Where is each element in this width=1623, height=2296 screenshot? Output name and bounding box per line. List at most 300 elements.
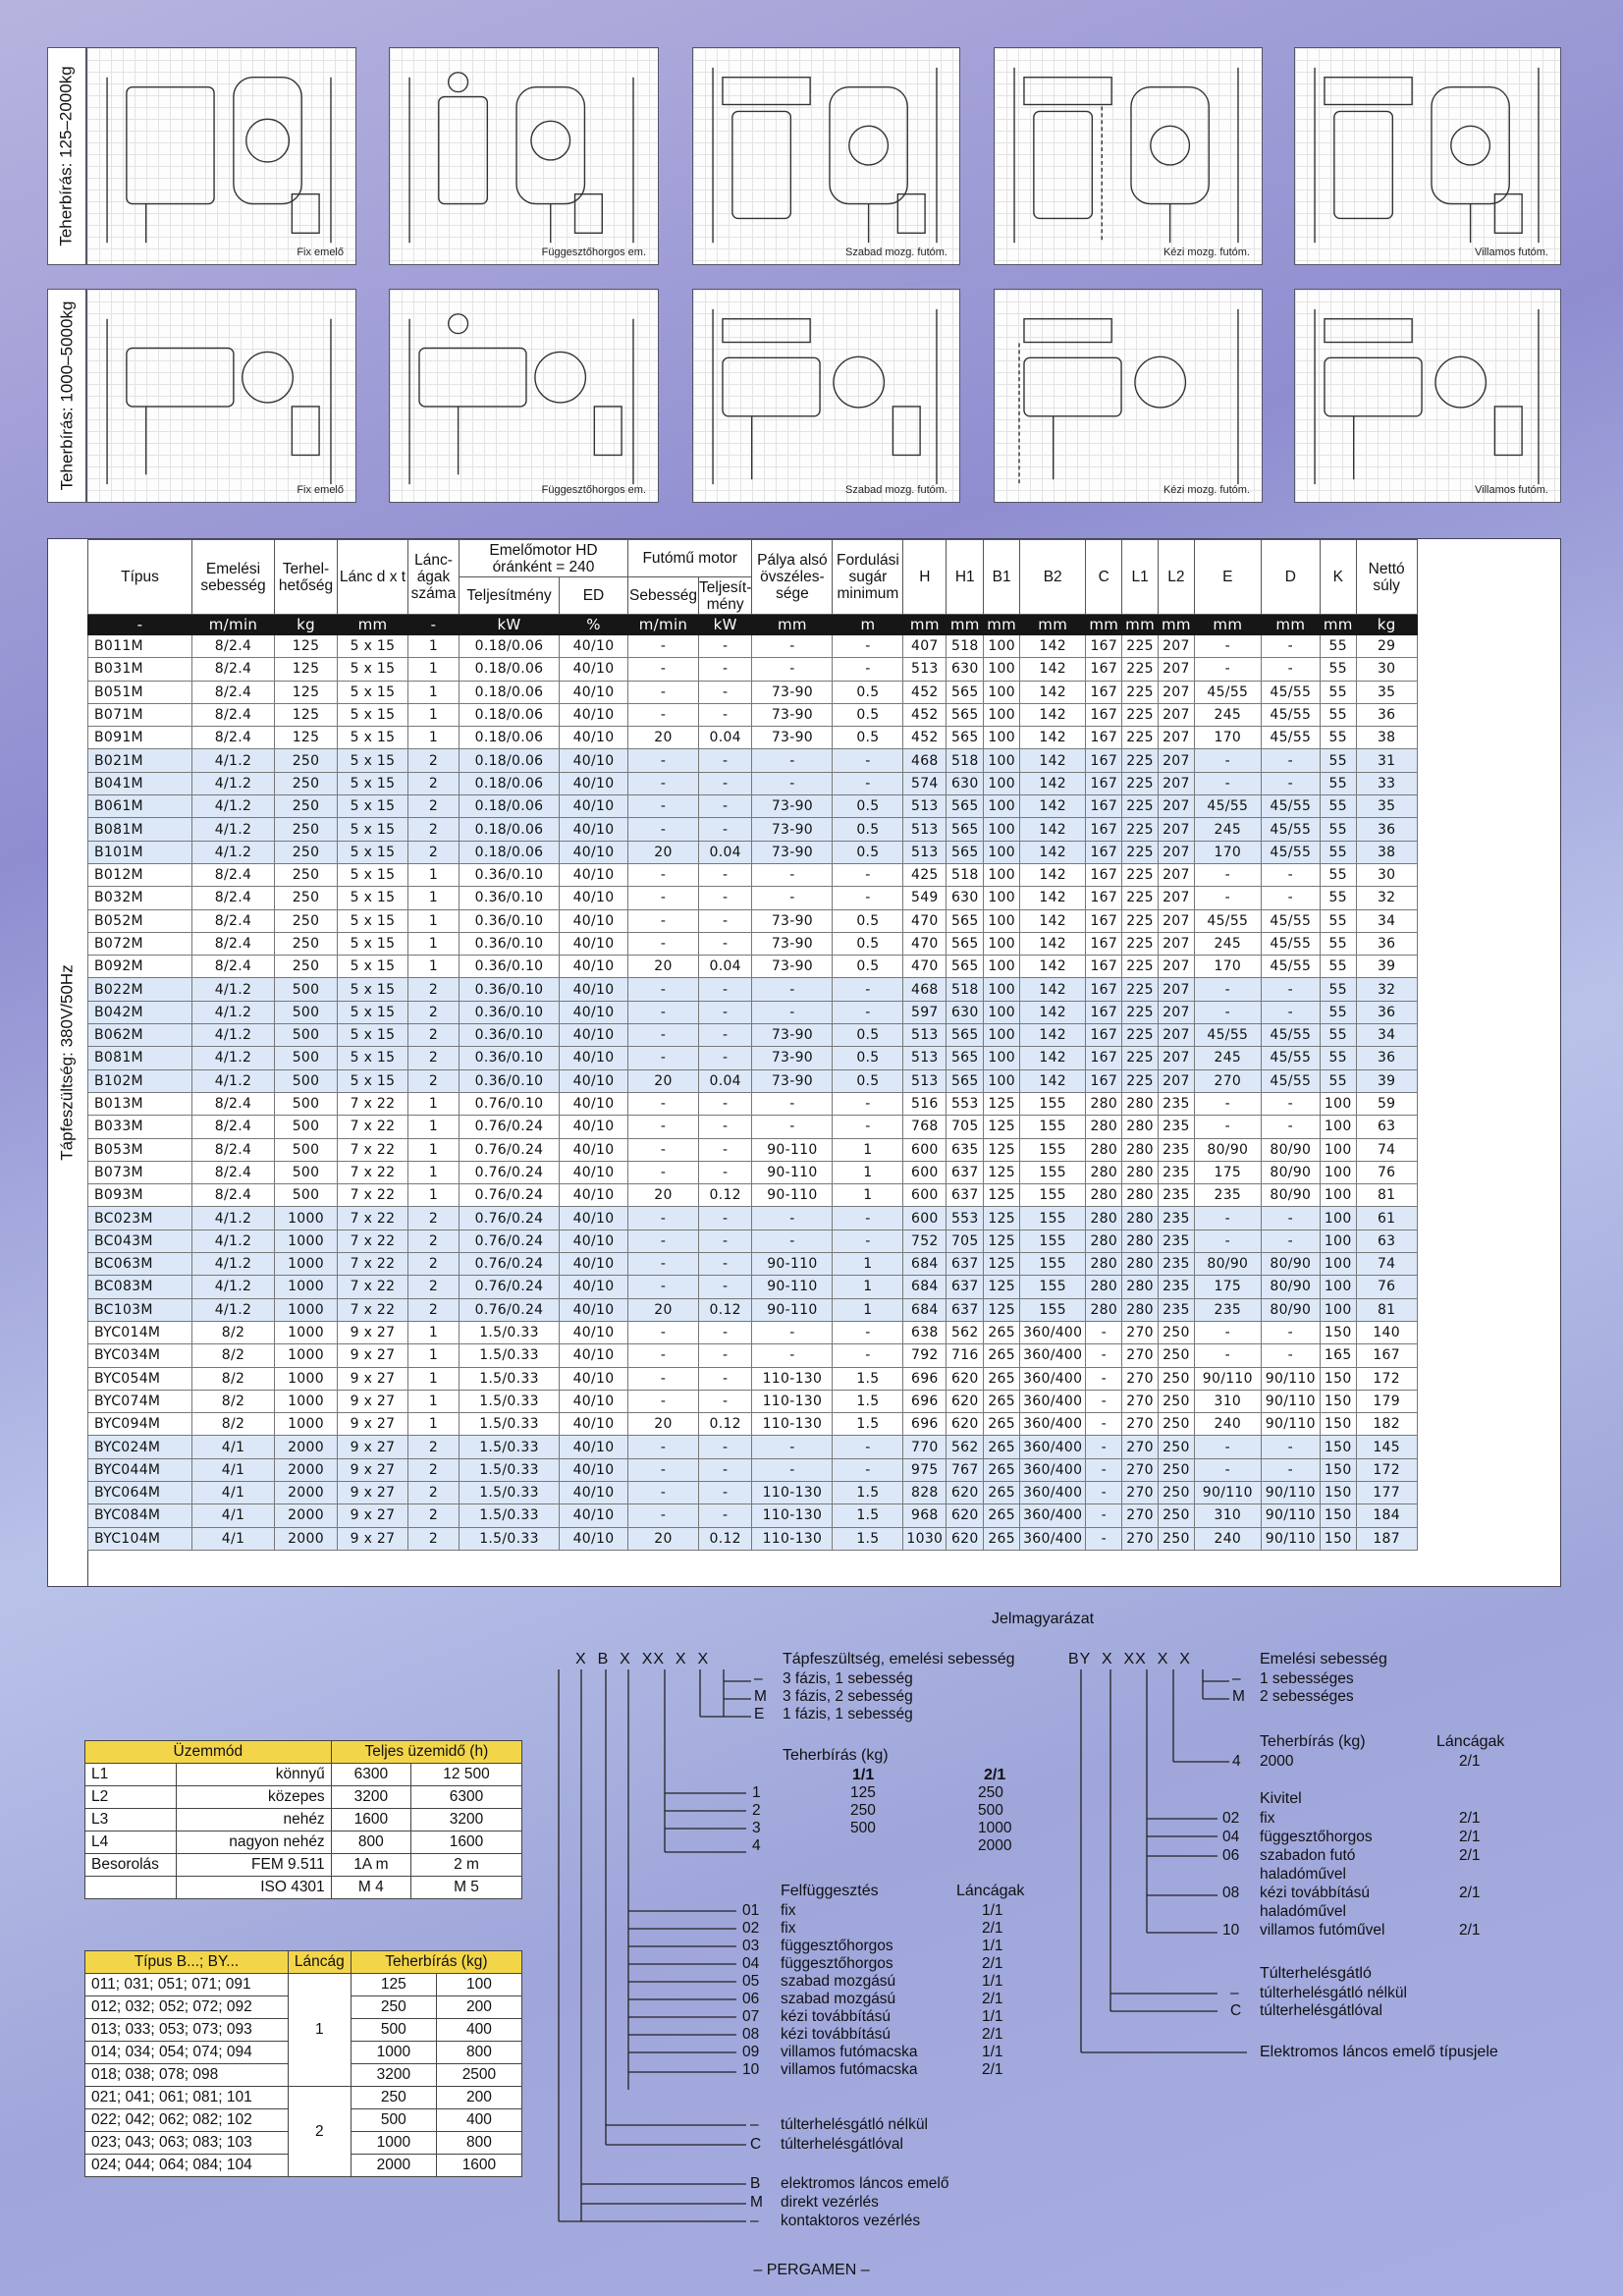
table-cell: - xyxy=(1261,772,1320,794)
drawing-r1-fix xyxy=(86,47,356,265)
table-cell: 5 x 15 xyxy=(338,749,408,772)
table-cell: 518 xyxy=(947,635,984,658)
teherbiras-col2: 2/1 xyxy=(984,1767,1006,1783)
teherbiras-v2: 500 xyxy=(978,1802,1003,1819)
table-row xyxy=(88,1344,1418,1367)
table-cell: 565 xyxy=(947,932,984,955)
table-cell: 235 xyxy=(1159,1298,1195,1321)
table-cell: - xyxy=(628,1390,699,1412)
table-cell: 55 xyxy=(1320,658,1356,681)
table-cell: 5 x 15 xyxy=(338,909,408,932)
table-cell: 170 xyxy=(1194,727,1261,749)
table-cell: 0.04 xyxy=(699,841,752,863)
table-cell: 270 xyxy=(1194,1069,1261,1092)
table-cell: 150 xyxy=(1320,1390,1356,1412)
table-cell: 637 xyxy=(947,1184,984,1207)
table-cell: - xyxy=(699,681,752,703)
table-cell: 5 x 15 xyxy=(338,1024,408,1047)
tipus-th-1: Típus B...; BY... xyxy=(85,1951,289,1974)
table-cell: - xyxy=(699,1092,752,1115)
table-cell: - xyxy=(699,1207,752,1230)
table-cell: 167 xyxy=(1086,1024,1122,1047)
teher-v1: 1000 xyxy=(351,2042,436,2064)
table-cell: 225 xyxy=(1122,1047,1159,1069)
table-cell: 55 xyxy=(1320,795,1356,818)
table-cell: - xyxy=(752,635,833,658)
table-cell: 2 xyxy=(408,1207,460,1230)
table-cell: 250 xyxy=(275,795,338,818)
table-cell: 142 xyxy=(1020,887,1086,909)
table-cell: 250 xyxy=(275,956,338,978)
table-cell: 7 x 22 xyxy=(338,1207,408,1230)
table-cell: 8/2.4 xyxy=(192,887,275,909)
table-cell: 5 x 15 xyxy=(338,841,408,863)
table-cell: 73-90 xyxy=(752,818,833,841)
table-cell: - xyxy=(1194,887,1261,909)
table-cell: 8/2.4 xyxy=(192,932,275,955)
table-cell: 360/400 xyxy=(1020,1458,1086,1481)
table-cell: 125 xyxy=(984,1298,1020,1321)
table-cell: 280 xyxy=(1122,1161,1159,1183)
unit-cell: mm xyxy=(1261,615,1320,635)
table-cell: 100 xyxy=(984,932,1020,955)
right-tulterh-text: túlterhelésgátló nélkül xyxy=(1260,1985,1407,2001)
table-cell: 155 xyxy=(1020,1184,1086,1207)
table-cell: 145 xyxy=(1356,1436,1417,1458)
table-cell: - xyxy=(699,887,752,909)
table-cell: 207 xyxy=(1159,681,1195,703)
th-l1: L1 xyxy=(1122,540,1159,615)
table-cell: 100 xyxy=(984,1001,1020,1023)
th-k: K xyxy=(1320,540,1356,615)
table-cell: - xyxy=(628,1458,699,1481)
table-row xyxy=(88,1413,1418,1436)
type-cell: BC023M xyxy=(88,1207,192,1230)
type-cell: B013M xyxy=(88,1092,192,1115)
tipus-codes: 012; 032; 052; 072; 092 xyxy=(85,1996,289,2019)
table-cell: 90-110 xyxy=(752,1276,833,1298)
table-cell: 1.5/0.33 xyxy=(460,1458,560,1481)
right-teher-v1: 2000 xyxy=(1260,1753,1294,1770)
table-cell: 40/10 xyxy=(560,1344,628,1367)
table-cell: 0.5 xyxy=(833,1047,903,1069)
table-cell: 235 xyxy=(1159,1230,1195,1252)
table-cell: 5 x 15 xyxy=(338,772,408,794)
table-cell: 125 xyxy=(275,727,338,749)
table-cell: 1000 xyxy=(275,1367,338,1390)
table-cell: 45/55 xyxy=(1261,1024,1320,1047)
type-cell: B051M xyxy=(88,681,192,703)
table-cell: - xyxy=(752,1344,833,1367)
teher-v1: 250 xyxy=(351,1996,436,2019)
table-cell: 2 xyxy=(408,1298,460,1321)
bottom-code: M xyxy=(750,2194,763,2211)
table-cell: 1 xyxy=(833,1184,903,1207)
felf-title: Felfüggesztés xyxy=(781,1883,879,1899)
table-cell: L3 xyxy=(85,1809,177,1831)
felf-text: szabad mozgású xyxy=(781,1991,896,2007)
table-cell: 4/1.2 xyxy=(192,1276,275,1298)
table-cell: 1000 xyxy=(275,1298,338,1321)
table-cell: 250 xyxy=(1159,1458,1195,1481)
felf-value: 2/1 xyxy=(982,1991,1003,2007)
table-cell: 1 xyxy=(408,1161,460,1183)
table-cell: - xyxy=(699,703,752,726)
table-cell: 55 xyxy=(1320,1001,1356,1023)
table-cell: 0.5 xyxy=(833,703,903,726)
drawing-caption: Függesztőhorgos em. xyxy=(541,246,646,258)
table-cell: 360/400 xyxy=(1020,1413,1086,1436)
table-cell: 167 xyxy=(1086,978,1122,1001)
table-cell: 125 xyxy=(275,703,338,726)
table-cell: 3200 xyxy=(331,1786,410,1809)
table-cell: 565 xyxy=(947,795,984,818)
table-cell: - xyxy=(699,1367,752,1390)
table-row xyxy=(85,1854,522,1877)
table-cell: - xyxy=(1086,1367,1122,1390)
table-cell: 125 xyxy=(984,1161,1020,1183)
table-cell: 225 xyxy=(1122,703,1159,726)
table-cell: 34 xyxy=(1356,909,1417,932)
table-cell: - xyxy=(1261,978,1320,1001)
table-cell: 975 xyxy=(903,1458,947,1481)
table-cell: 73-90 xyxy=(752,1047,833,1069)
table-cell: 470 xyxy=(903,932,947,955)
table-cell: 2 xyxy=(408,1253,460,1276)
table-cell: 5 x 15 xyxy=(338,932,408,955)
table-cell: 620 xyxy=(947,1481,984,1503)
table-cell: 250 xyxy=(275,749,338,772)
table-cell: 4/1 xyxy=(192,1436,275,1458)
table-cell: 73-90 xyxy=(752,1024,833,1047)
table-cell: 100 xyxy=(1320,1230,1356,1252)
table-cell: - xyxy=(833,1321,903,1343)
table-cell: 4/1 xyxy=(192,1481,275,1503)
table-cell: 265 xyxy=(984,1436,1020,1458)
table-cell: 207 xyxy=(1159,749,1195,772)
table-row xyxy=(88,1436,1418,1458)
table-cell: 73-90 xyxy=(752,932,833,955)
unit-cell: mm xyxy=(1122,615,1159,635)
tapfesz-code: M xyxy=(754,1688,767,1705)
tipus-th-2: Láncág xyxy=(288,1951,351,1974)
table-cell: 265 xyxy=(984,1481,1020,1503)
type-cell: BYC054M xyxy=(88,1367,192,1390)
table-cell: 0.36/0.10 xyxy=(460,1001,560,1023)
table-cell: - xyxy=(628,772,699,794)
table-cell: 9 x 27 xyxy=(338,1436,408,1458)
felf-text: fix xyxy=(781,1920,796,1937)
table-cell: - xyxy=(752,658,833,681)
table-cell: 110-130 xyxy=(752,1390,833,1412)
table-cell: 250 xyxy=(1159,1481,1195,1503)
type-cell: BYC094M xyxy=(88,1413,192,1436)
tipus-codes: 018; 038; 078; 098 xyxy=(85,2064,289,2087)
felf-code: 07 xyxy=(742,2008,760,2025)
table-cell: 0.18/0.06 xyxy=(460,658,560,681)
table-cell: 1 xyxy=(408,909,460,932)
drawing-r2-free xyxy=(692,289,960,503)
kivitel-value: 2/1 xyxy=(1459,1922,1481,1939)
tipus-codes: 013; 033; 053; 073; 093 xyxy=(85,2019,289,2042)
table-cell: - xyxy=(1261,1207,1320,1230)
table-cell: 225 xyxy=(1122,932,1159,955)
type-cell: B101M xyxy=(88,841,192,863)
table-cell: 5 x 15 xyxy=(338,887,408,909)
teherbiras-v2: 1000 xyxy=(978,1820,1012,1836)
table-cell: 407 xyxy=(903,635,947,658)
table-cell: - xyxy=(833,1092,903,1115)
table-cell: 80/90 xyxy=(1261,1298,1320,1321)
tulterh-code: – xyxy=(750,2116,759,2133)
th-lanc: Lánc d x t xyxy=(338,540,408,615)
table-cell: 716 xyxy=(947,1344,984,1367)
table-cell: - xyxy=(628,1116,699,1138)
table-cell: - xyxy=(833,658,903,681)
drawing-r2-electric xyxy=(1294,289,1561,503)
table-row xyxy=(85,1764,522,1786)
table-cell: - xyxy=(628,1253,699,1276)
unit-cell: mm xyxy=(1159,615,1195,635)
table-cell: - xyxy=(833,1001,903,1023)
table-cell: 360/400 xyxy=(1020,1390,1086,1412)
table-cell: 513 xyxy=(903,818,947,841)
table-cell: 100 xyxy=(984,1024,1020,1047)
table-cell: - xyxy=(628,1481,699,1503)
unit-cell: - xyxy=(88,615,192,635)
table-cell: 280 xyxy=(1122,1184,1159,1207)
table-cell: 4/1.2 xyxy=(192,841,275,863)
table-cell: 280 xyxy=(1122,1138,1159,1161)
table-cell: 270 xyxy=(1122,1390,1159,1412)
table-cell: 90/110 xyxy=(1261,1390,1320,1412)
table-cell: 0.12 xyxy=(699,1298,752,1321)
table-cell: 752 xyxy=(903,1230,947,1252)
table-cell: - xyxy=(628,1276,699,1298)
felf-value: 2/1 xyxy=(982,1955,1003,1972)
table-cell: - xyxy=(699,658,752,681)
table-cell: 574 xyxy=(903,772,947,794)
table-cell: - xyxy=(699,818,752,841)
table-cell: 5 x 15 xyxy=(338,978,408,1001)
kivitel-code: 04 xyxy=(1222,1829,1240,1845)
table-cell: 45/55 xyxy=(1261,956,1320,978)
unit-cell: mm xyxy=(1320,615,1356,635)
table-cell: 167 xyxy=(1086,932,1122,955)
table-cell: - xyxy=(699,1276,752,1298)
table-cell: 8/2 xyxy=(192,1344,275,1367)
table-row xyxy=(88,863,1418,886)
unit-cell: m/min xyxy=(192,615,275,635)
kivitel-code: 08 xyxy=(1222,1885,1240,1901)
table-cell: 4/1.2 xyxy=(192,1230,275,1252)
table-cell: 40/10 xyxy=(560,909,628,932)
table-cell: 142 xyxy=(1020,1024,1086,1047)
kivitel-text2: haladóművel xyxy=(1260,1903,1346,1920)
table-cell: 768 xyxy=(903,1116,947,1138)
table-cell: 40/10 xyxy=(560,1138,628,1161)
table-cell: 90/110 xyxy=(1194,1481,1261,1503)
table-cell: 565 xyxy=(947,1047,984,1069)
table-cell: 2 xyxy=(408,795,460,818)
table-row xyxy=(88,909,1418,932)
table-cell: - xyxy=(699,1230,752,1252)
table-cell: 280 xyxy=(1122,1116,1159,1138)
table-cell: - xyxy=(1086,1344,1122,1367)
table-cell: 4/1.2 xyxy=(192,1024,275,1047)
table-cell: 100 xyxy=(984,795,1020,818)
type-cell: B073M xyxy=(88,1161,192,1183)
table-cell: 270 xyxy=(1122,1458,1159,1481)
table-cell: 500 xyxy=(275,978,338,1001)
table-cell: - xyxy=(1261,658,1320,681)
table-cell: 155 xyxy=(1020,1092,1086,1115)
table-cell: 468 xyxy=(903,749,947,772)
table-cell: 150 xyxy=(1320,1413,1356,1436)
table-cell: 142 xyxy=(1020,658,1086,681)
table-cell: 9 x 27 xyxy=(338,1367,408,1390)
table-cell: - xyxy=(752,749,833,772)
teher-v2: 800 xyxy=(436,2042,521,2064)
table-cell: 250 xyxy=(1159,1344,1195,1367)
table-cell: 360/400 xyxy=(1020,1527,1086,1550)
table-cell: 7 x 22 xyxy=(338,1116,408,1138)
table-cell: 310 xyxy=(1194,1390,1261,1412)
table-cell: 696 xyxy=(903,1413,947,1436)
table-cell: 637 xyxy=(947,1276,984,1298)
table-row xyxy=(85,1877,522,1899)
drawing-caption: Szabad mozg. futóm. xyxy=(845,246,947,258)
table-cell: 250 xyxy=(1159,1321,1195,1343)
table-cell: 40/10 xyxy=(560,887,628,909)
bottom-text: direkt vezérlés xyxy=(781,2194,879,2211)
table-cell: 1 xyxy=(408,703,460,726)
table-cell: - xyxy=(752,1436,833,1458)
table-cell: 250 xyxy=(275,909,338,932)
table-cell: - xyxy=(699,1436,752,1458)
th-e: E xyxy=(1194,540,1261,615)
right-tulterh-code: – xyxy=(1230,1985,1239,2001)
table-cell: 1.5/0.33 xyxy=(460,1481,560,1503)
unit-cell: mm xyxy=(984,615,1020,635)
table-cell: 225 xyxy=(1122,909,1159,932)
table-cell: 0.36/0.10 xyxy=(460,863,560,886)
table-row xyxy=(88,1276,1418,1298)
table-cell: FEM 9.511 xyxy=(176,1854,331,1877)
table-cell: 452 xyxy=(903,703,947,726)
table-cell: 90-110 xyxy=(752,1161,833,1183)
table-cell: 1 xyxy=(833,1298,903,1321)
table-cell: 225 xyxy=(1122,818,1159,841)
table-cell: 565 xyxy=(947,956,984,978)
table-cell: 0.76/0.10 xyxy=(460,1092,560,1115)
table-cell: 7 x 22 xyxy=(338,1184,408,1207)
table-cell: 40/10 xyxy=(560,1161,628,1183)
table-cell: - xyxy=(628,1504,699,1527)
table-cell: 40/10 xyxy=(560,956,628,978)
table-cell: 1600 xyxy=(331,1809,410,1831)
hoist-hook-drawing-icon xyxy=(390,48,658,264)
table-cell: 7 x 22 xyxy=(338,1298,408,1321)
table-cell: - xyxy=(699,749,752,772)
table-cell: 2 m xyxy=(411,1854,522,1877)
table-cell: 45/55 xyxy=(1194,1024,1261,1047)
table-cell: - xyxy=(699,909,752,932)
table-cell: 2 xyxy=(408,841,460,863)
th-h1: H1 xyxy=(947,540,984,615)
unit-cell: mm xyxy=(947,615,984,635)
table-cell: 5 x 15 xyxy=(338,681,408,703)
unit-cell: kW xyxy=(460,615,560,635)
table-cell: 34 xyxy=(1356,1024,1417,1047)
table-cell: 40/10 xyxy=(560,727,628,749)
tapfesz-text: 3 fázis, 1 sebesség xyxy=(783,1670,913,1687)
felf-code: 03 xyxy=(742,1938,760,1954)
type-cell: B053M xyxy=(88,1138,192,1161)
table-cell: 8/2.4 xyxy=(192,1116,275,1138)
type-cell: B093M xyxy=(88,1184,192,1207)
table-cell: 565 xyxy=(947,909,984,932)
table-cell: 250 xyxy=(1159,1390,1195,1412)
table-cell: 1 xyxy=(408,1092,460,1115)
table-cell: 125 xyxy=(984,1230,1020,1252)
table-cell: - xyxy=(752,863,833,886)
tipus-codes: 023; 043; 063; 083; 103 xyxy=(85,2132,289,2155)
table-cell: 167 xyxy=(1086,863,1122,886)
table-cell: 100 xyxy=(984,887,1020,909)
table-row xyxy=(88,956,1418,978)
table-cell: 270 xyxy=(1122,1527,1159,1550)
table-cell: 184 xyxy=(1356,1504,1417,1527)
table-cell: 0.12 xyxy=(699,1527,752,1550)
table-cell: 0.36/0.10 xyxy=(460,956,560,978)
table-cell: 170 xyxy=(1194,956,1261,978)
felf-text: fix xyxy=(781,1902,796,1919)
table-cell: 0.36/0.10 xyxy=(460,1047,560,1069)
table-cell: 280 xyxy=(1086,1161,1122,1183)
table-cell: 235 xyxy=(1159,1253,1195,1276)
table-cell: 1000 xyxy=(275,1344,338,1367)
side-label-row2 xyxy=(47,289,86,503)
table-cell: 235 xyxy=(1159,1138,1195,1161)
tipus-codes: 022; 042; 062; 082; 102 xyxy=(85,2109,289,2132)
table-cell: - xyxy=(699,772,752,794)
table-cell: 90-110 xyxy=(752,1298,833,1321)
table-cell: 40/10 xyxy=(560,703,628,726)
type-cell: B033M xyxy=(88,1116,192,1138)
table-cell: 637 xyxy=(947,1298,984,1321)
type-cell: B062M xyxy=(88,1024,192,1047)
table-cell: 142 xyxy=(1020,635,1086,658)
table-cell: könnyű xyxy=(176,1764,331,1786)
table-cell: 265 xyxy=(984,1321,1020,1343)
table-cell: 100 xyxy=(984,1069,1020,1092)
drawing-caption: Szabad mozg. futóm. xyxy=(845,484,947,496)
table-cell: 549 xyxy=(903,887,947,909)
table-cell: 207 xyxy=(1159,635,1195,658)
hoist-manual-trolley-drawing-icon xyxy=(995,290,1262,502)
table-cell: - xyxy=(1261,887,1320,909)
table-cell: 155 xyxy=(1020,1207,1086,1230)
table-cell: 45/55 xyxy=(1261,681,1320,703)
th-c: C xyxy=(1086,540,1122,615)
table-cell: 142 xyxy=(1020,1001,1086,1023)
kivitel-text: függesztőhorgos xyxy=(1260,1829,1373,1845)
table-cell: 1.5/0.33 xyxy=(460,1436,560,1458)
table-cell: 32 xyxy=(1356,887,1417,909)
table-cell: 61 xyxy=(1356,1207,1417,1230)
table-cell: 1000 xyxy=(275,1413,338,1436)
